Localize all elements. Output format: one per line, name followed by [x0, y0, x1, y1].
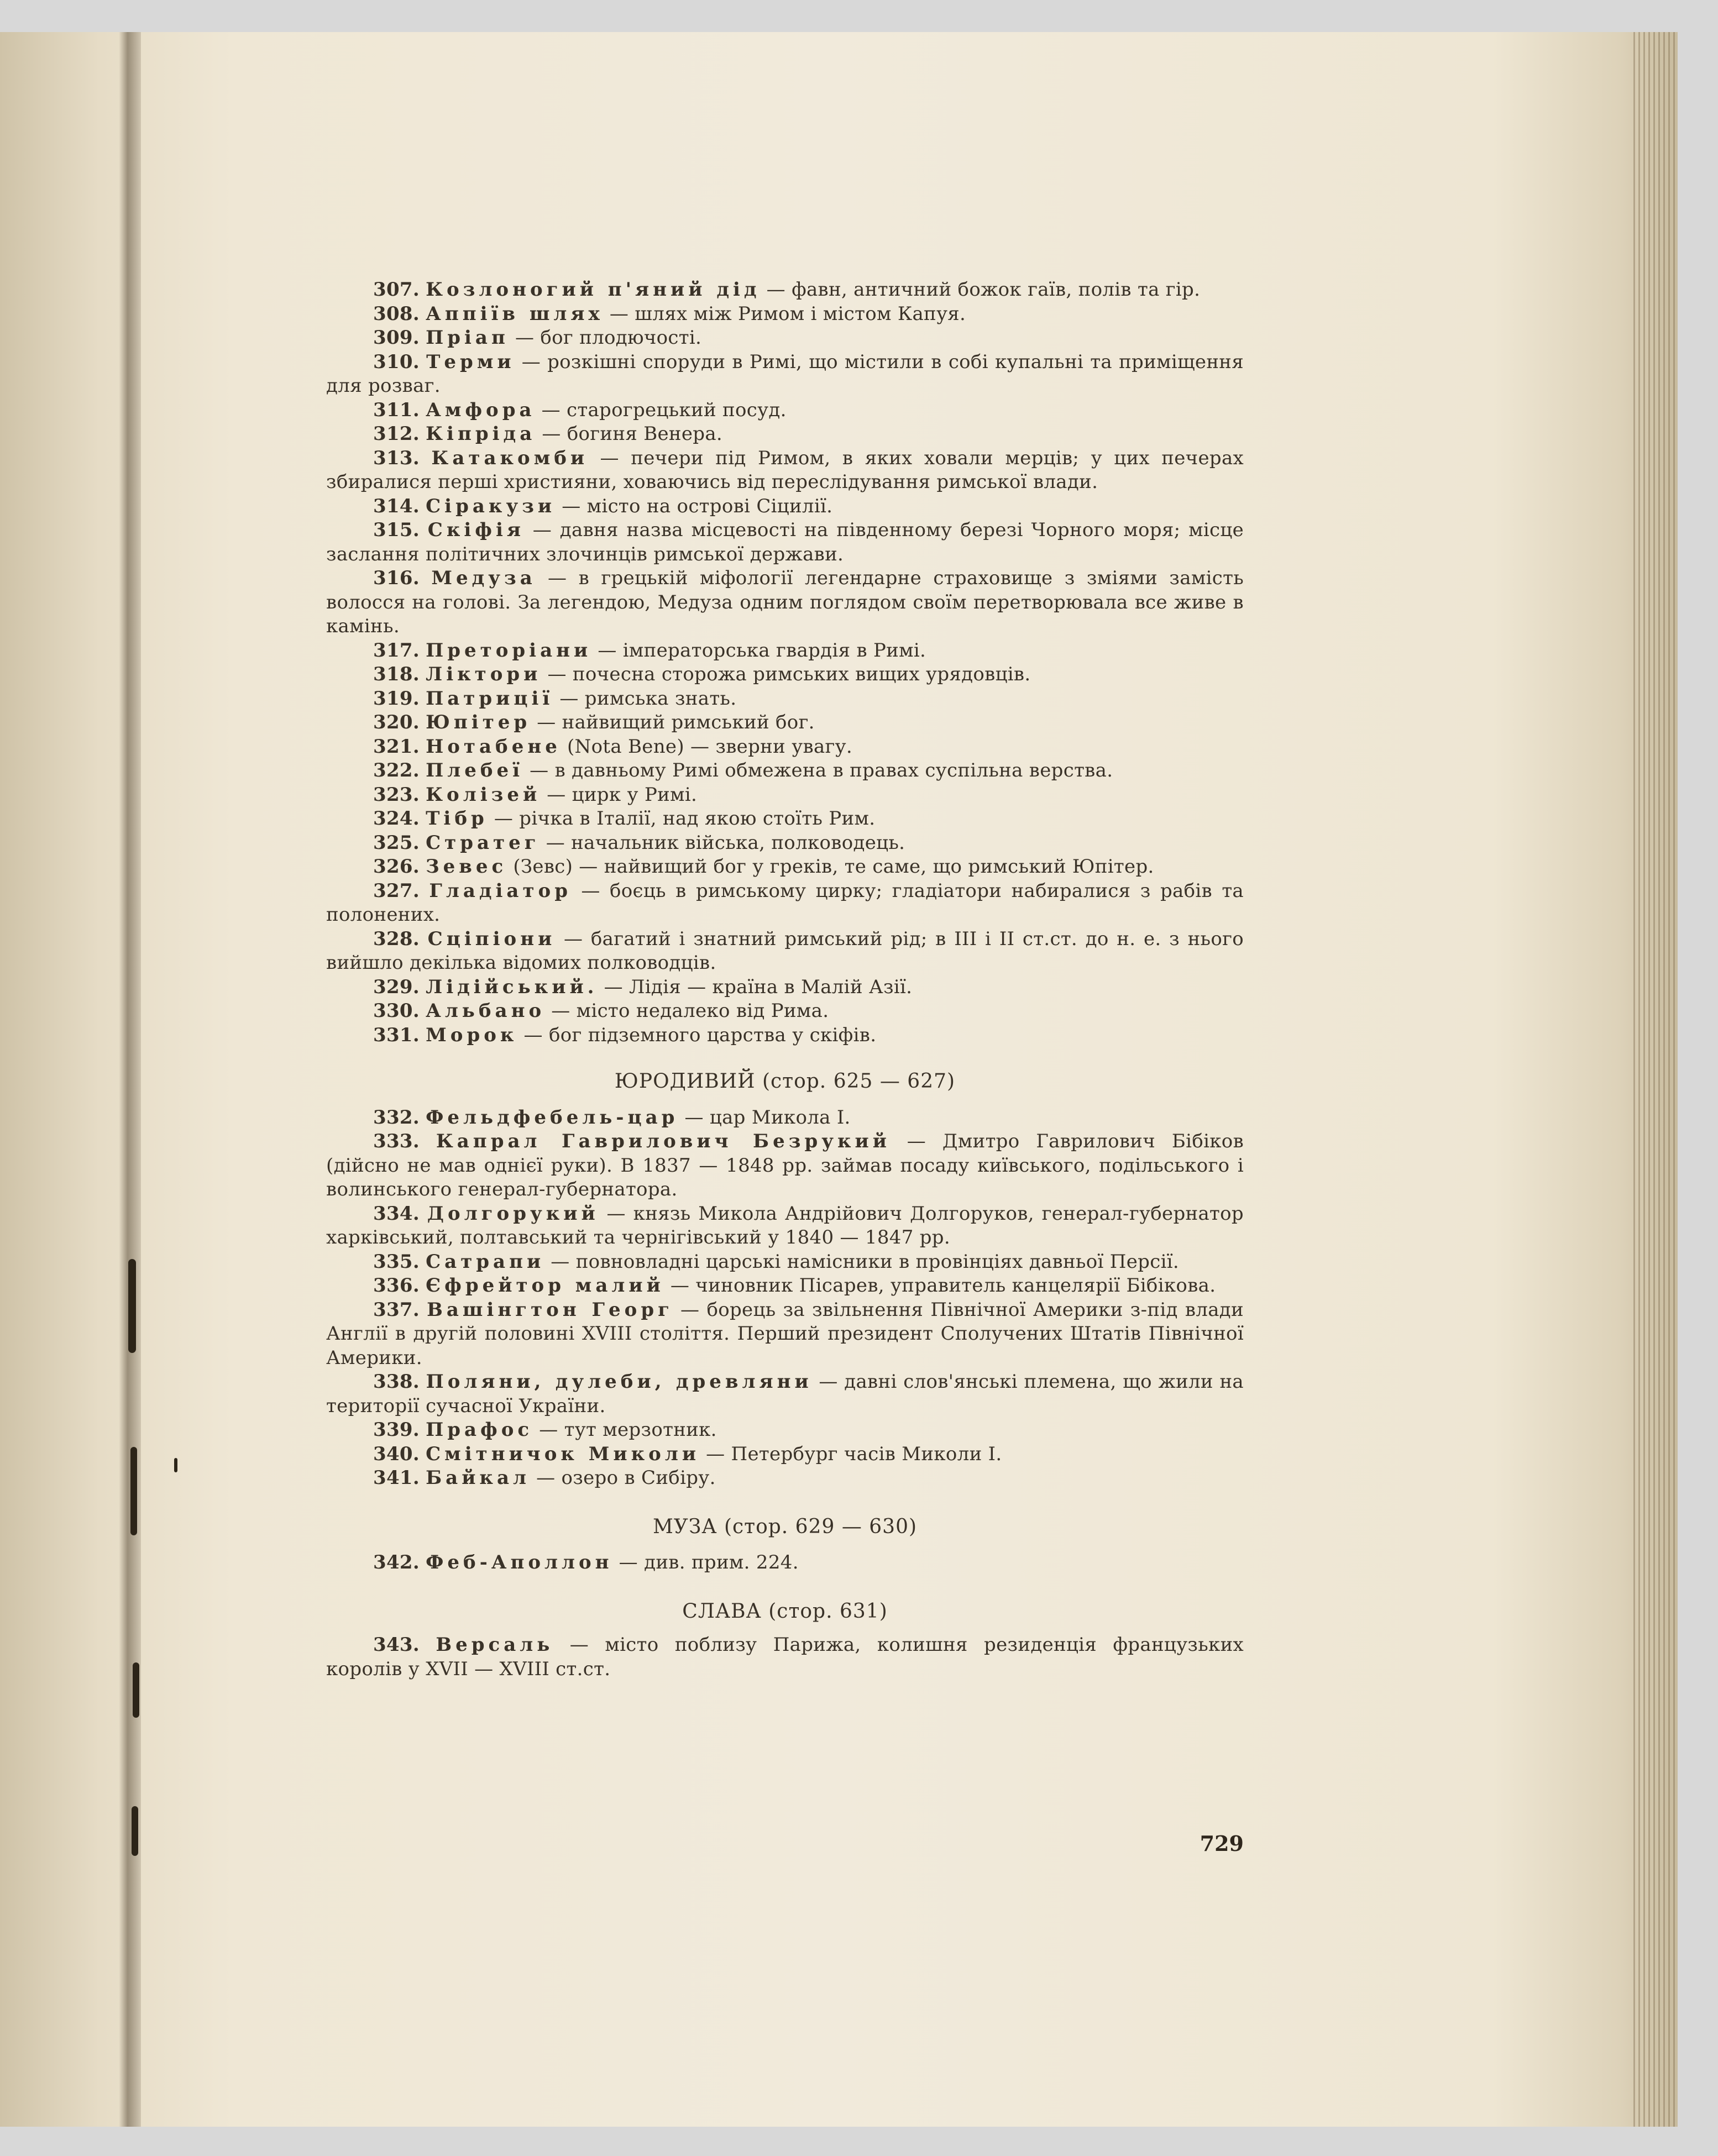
- binding-mark: [128, 1259, 136, 1353]
- page-edge-stack: [1633, 32, 1678, 2127]
- note-334: 334. Долгорукий — князь Микола Андрійович Долгоруков, генерал-губернатор харківський, полтавський та чернігівський у 1840 — 1847 рр.: [326, 1202, 1244, 1249]
- note-321: 321. Нотабене (Nota Bene) — зверни увагу.: [373, 735, 853, 758]
- section: [326, 1069, 1244, 1491]
- note-335: 335. Сатрапи — повновладні царські намісники в провінціях давньої Персії.: [373, 1250, 1180, 1273]
- page-number: 729: [1200, 1831, 1244, 1856]
- note-330: 330. Альбано — місто недалеко від Рима.: [373, 1000, 829, 1022]
- note-322: 322. Плебеї — в давньому Римі обмежена в правах суспільна верства.: [373, 759, 1113, 781]
- notes-text-block: [326, 278, 1244, 1681]
- section: [326, 1515, 1244, 1575]
- note-312: 312. Кіпріда — богиня Венера.: [373, 423, 723, 445]
- note-336: 336. Єфрейтор малий — чиновник Пісарев, управитель канцелярії Бібікова.: [373, 1274, 1216, 1297]
- note-313: 313. Катакомби — печери під Римом, в яких ховали мерців; у цих печерах збиралися перші християни, ховаючись від переслідування римської влади.: [326, 447, 1244, 493]
- book-page: [0, 32, 1678, 2127]
- section: [326, 278, 1244, 1047]
- note-333: 333. Капрал Гаврилович Безрукий — Дмитро Гаврилович Бібіков (дійсно не мав однієї руки). В 1837 — 1848 рр. займав посаду київського, подільського і волинського генерал-губернатора.: [326, 1130, 1244, 1200]
- binding-mark: [174, 1458, 177, 1472]
- note-323: 323. Колізей — цирк у Римі.: [373, 783, 698, 806]
- note-341: 341. Байкал — озеро в Сибіру.: [373, 1467, 716, 1489]
- note-310: 310. Терми — розкішні споруди в Римі, що містили в собі купальні та приміщення для розваг.: [326, 350, 1244, 397]
- note-317: 317. Преторіани — імператорська гвардія в Римі.: [373, 639, 926, 662]
- note-320: 320. Юпітер — найвищий римський бог.: [373, 711, 815, 733]
- note-325: 325. Стратег — начальник війська, полководець.: [373, 831, 905, 854]
- section: [326, 1599, 1244, 1682]
- note-327: 327. Гладіатор — боєць в римському цирку; гладіатори набиралися з рабів та полонених.: [326, 879, 1244, 926]
- binding-mark: [133, 1662, 139, 1718]
- note-340: 340. Смітничок Миколи — Петербург часів Миколи I.: [373, 1442, 1002, 1465]
- binding-mark: [132, 1806, 138, 1856]
- note-309: 309. Пріап — бог плодючості.: [373, 327, 702, 349]
- note-342: 342. Феб-Аполлон — див. прим. 224.: [373, 1551, 799, 1573]
- note-316: 316. Медуза — в грецькій міфології легендарне страховище з зміями замість волосся на голові. За легендою, Медуза одним поглядом своїм перетворювала все живе в камінь.: [326, 567, 1244, 637]
- note-318: 318. Ліктори — почесна сторожа римських вищих урядовців.: [373, 663, 1031, 685]
- note-331: 331. Морок — бог підземного царства у скіфів.: [373, 1024, 877, 1046]
- note-315: 315. Скіфія — давня назва місцевості на південному березі Чорного моря; місце заслання політичних злочинців римської держави.: [326, 519, 1244, 565]
- note-326: 326. Зевес (Зевс) — найвищий бог у греків, те саме, що римський Юпітер.: [373, 856, 1154, 878]
- note-332: 332. Фельдфебель-цар — цар Микола I.: [373, 1106, 851, 1129]
- note-308: 308. Аппіїв шлях — шлях між Римом і містом Капуя.: [373, 302, 966, 325]
- note-324: 324. Тібр — річка в Італії, над якою стоїть Рим.: [373, 807, 876, 830]
- section-heading: МУЗА (стор. 629 — 630): [652, 1515, 918, 1538]
- note-339: 339. Прафос — тут мерзотник.: [373, 1419, 717, 1441]
- note-329: 329. Лідійський. — Лідія — країна в Малій Азії.: [373, 975, 913, 998]
- section-heading: ЮРОДИВИЙ (стор. 625 — 627): [614, 1070, 956, 1093]
- note-337: 337. Вашінгтон Георг — борець за звільнення Північної Америки з-під влади Англії в другій половині XVIII століття. Перший президент Сполучених Штатів Північної Америки.: [326, 1298, 1244, 1369]
- note-319: 319. Патриції — римська знать.: [373, 687, 737, 710]
- note-328: 328. Сціпіони — багатий і знатний римський рід; в III і II ст.ст. до н. е. з нього вийшло декілька відомих полководців.: [326, 927, 1244, 974]
- note-343: 343. Версаль — місто поблизу Парижа, колишня резиденція французьких королів у XVII — XVIII ст.ст.: [326, 1634, 1244, 1680]
- note-338: 338. Поляни, дулеби, древляни — давні слов'янські племена, що жили на території сучасної України.: [326, 1371, 1244, 1417]
- section-heading: СЛАВА (стор. 631): [682, 1599, 888, 1623]
- binding-mark: [130, 1447, 137, 1535]
- note-314: 314. Сіракузи — місто на острові Сіцилії.: [373, 495, 833, 517]
- note-307: 307. Козлоногий п'яний дід — фавн, античний божок гаїв, полів та гір.: [373, 279, 1201, 301]
- note-311: 311. Амфора — старогрецький посуд.: [373, 398, 787, 421]
